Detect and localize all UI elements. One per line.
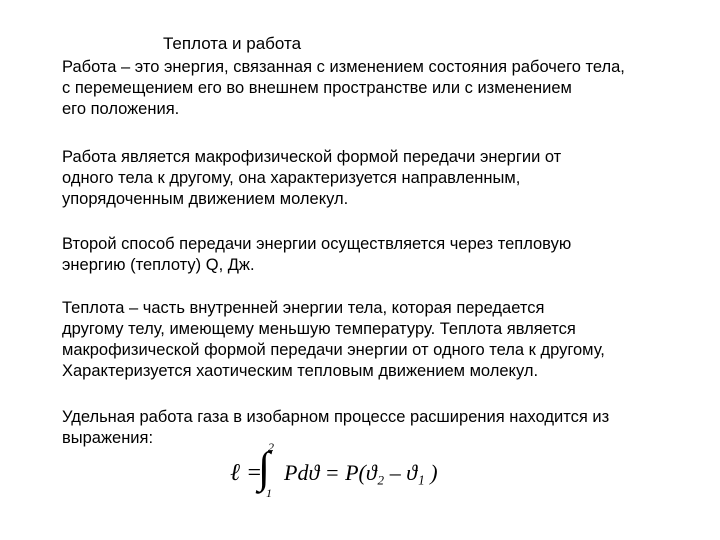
integral-lower-limit: 1 xyxy=(266,486,272,500)
formula-lhs: ℓ = xyxy=(230,460,263,486)
text-line: его положения. xyxy=(62,100,180,118)
text-line: Удельная работа газа в изобарном процессе расширения находится из xyxy=(62,408,610,426)
text-line: упорядоченным движением молекул. xyxy=(62,190,349,208)
text-line: одного тела к другому, она характеризуется направленным, xyxy=(62,169,521,187)
text-line: Работа – это энергия, связанная с изменением состояния рабочего тела, xyxy=(62,58,625,76)
work-integral-formula xyxy=(230,440,470,502)
text-line: энергию (теплоту) Q, Дж. xyxy=(62,256,255,274)
paragraph-work-definition xyxy=(62,57,702,120)
text-line: с перемещением его во внешнем пространстве или с изменением xyxy=(62,79,572,97)
text-line: Характеризуется хаотическим тепловым движением молекул. xyxy=(62,362,539,380)
integral-upper-limit: 2 xyxy=(268,440,274,454)
text-line: Работа является макрофизической формой передачи энергии от xyxy=(62,148,562,166)
slide-title: Теплота и работа xyxy=(163,34,302,53)
paragraph-heat-transfer xyxy=(62,234,702,276)
text-line: макрофизической формой передачи энергии от одного тела к другому, xyxy=(62,341,605,359)
integral-sign: ∫ xyxy=(258,443,271,492)
paragraph-work-form xyxy=(62,147,702,210)
text-line: Второй способ передачи энергии осуществляется через тепловую xyxy=(62,235,572,253)
text-line: Теплота – часть внутренней энергии тела, которая передается xyxy=(62,299,545,317)
text-line: другому телу, имеющему меньшую температуру. Теплота является xyxy=(62,320,576,338)
paragraph-heat-definition xyxy=(62,298,702,382)
formula-body: Pdϑ = P(ϑ₂ – ϑ₁ ) xyxy=(284,460,438,485)
text-line: выражения: xyxy=(62,429,154,447)
